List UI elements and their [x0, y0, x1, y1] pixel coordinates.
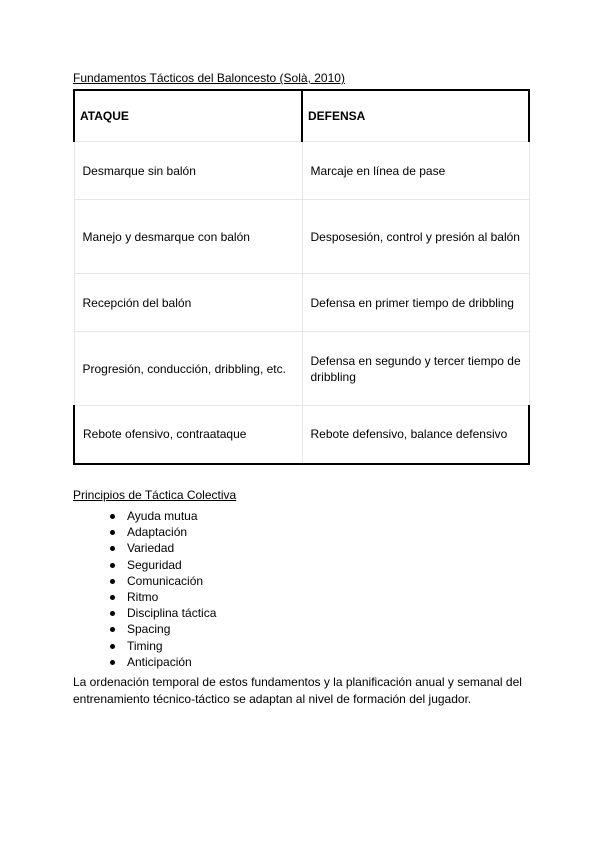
- table-row: [74, 406, 529, 464]
- column-header-attack: ATAQUE: [74, 90, 302, 142]
- list-item-label: Anticipación: [127, 654, 192, 669]
- list-item: [127, 524, 216, 540]
- list-item: [127, 605, 216, 621]
- list-item: [127, 621, 216, 637]
- list-item-label: Adaptación: [127, 525, 188, 540]
- table-row: [74, 274, 529, 332]
- list-item: [127, 557, 216, 573]
- bullet-icon: [110, 530, 115, 535]
- fundamentals-table: [73, 89, 530, 465]
- bullet-icon: [110, 514, 115, 519]
- defense-cell: Desposesión, control y presión al balón: [302, 200, 529, 274]
- list-item-label: Timing: [127, 638, 163, 653]
- defense-cell: Defensa en primer tiempo de dribbling: [302, 274, 529, 332]
- closing-paragraph: La ordenación temporal de estos fundamentos y la planificación anual y semanal del entrenamiento técnico-táctico se adaptan al nivel de formación del jugador.: [73, 675, 522, 706]
- defense-cell: Defensa en segundo y tercer tiempo de dribbling: [302, 332, 529, 406]
- list-item-label: Spacing: [127, 622, 171, 637]
- list-item: [127, 573, 216, 589]
- list-item: [127, 654, 216, 670]
- defense-cell: Marcaje en línea de pase: [302, 142, 529, 200]
- principles-list: [127, 508, 216, 670]
- table-row: [74, 200, 529, 274]
- bullet-icon: [110, 644, 115, 649]
- bullet-icon: [110, 611, 115, 616]
- list-item-label: Ayuda mutua: [127, 509, 198, 523]
- bullet-icon: [110, 627, 115, 632]
- bullet-icon: [110, 546, 115, 551]
- list-item: [127, 508, 216, 524]
- list-item: [127, 589, 216, 605]
- list-item-label: Comunicación: [127, 573, 204, 588]
- attack-cell: Manejo y desmarque con balón: [74, 200, 302, 274]
- list-item-label: Seguridad: [127, 557, 182, 572]
- bullet-icon: [110, 563, 115, 568]
- table-row: [74, 142, 529, 200]
- list-item-label: Disciplina táctica: [127, 606, 217, 621]
- table-header-row: [74, 90, 529, 142]
- attack-cell: Recepción del balón: [74, 274, 302, 332]
- principles-heading: Principios de Táctica Colectiva: [73, 488, 237, 502]
- list-item-label: Variedad: [127, 541, 175, 556]
- list-item: [127, 540, 216, 556]
- attack-cell: Desmarque sin balón: [74, 142, 302, 200]
- attack-cell: Rebote ofensivo, contraataque: [74, 406, 302, 464]
- list-item: [127, 638, 216, 654]
- bullet-icon: [110, 660, 115, 665]
- defense-cell: Rebote defensivo, balance defensivo: [302, 406, 529, 464]
- table-heading: Fundamentos Tácticos del Baloncesto (Solà, 2010): [73, 71, 345, 85]
- column-header-defense: DEFENSA: [302, 90, 529, 142]
- bullet-icon: [110, 579, 115, 584]
- bullet-icon: [110, 595, 115, 600]
- attack-cell: Progresión, conducción, dribbling, etc.: [74, 332, 302, 406]
- table-row: [74, 332, 529, 406]
- list-item-label: Ritmo: [127, 589, 159, 604]
